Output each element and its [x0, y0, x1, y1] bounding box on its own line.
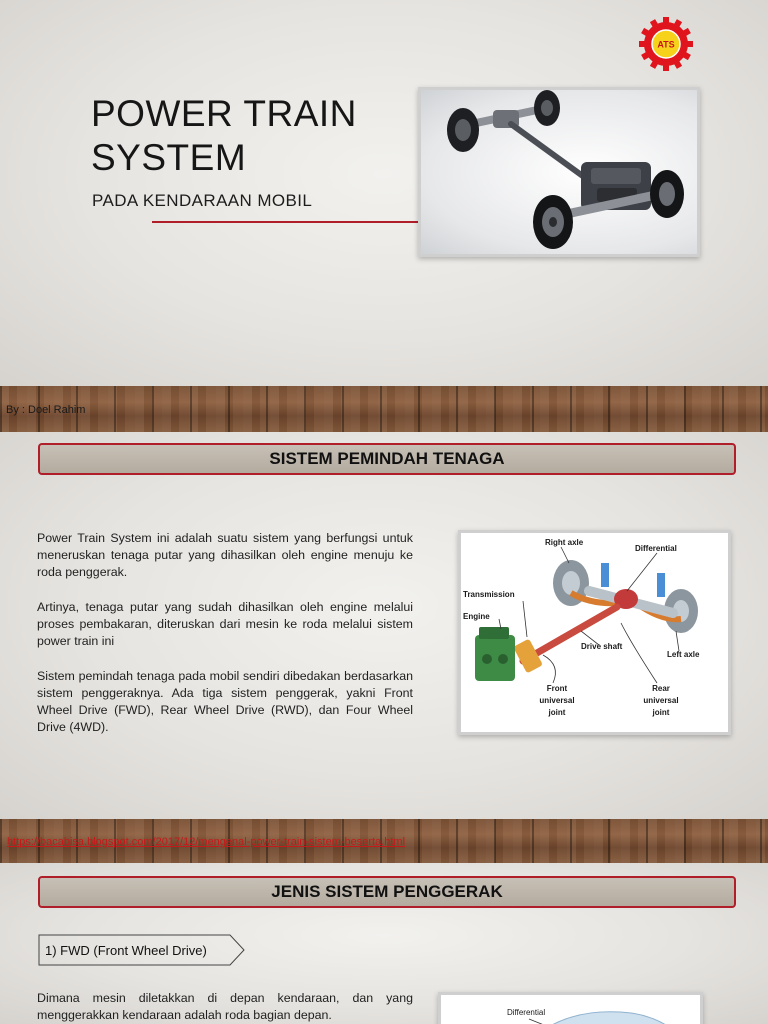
fwd-car-diagram-image [441, 995, 700, 1024]
page-title [91, 92, 357, 180]
label-fwd-differential: Differential [507, 1008, 546, 1017]
label-front-joint-1: Front [546, 684, 568, 693]
fwd-item-label: 1) FWD (Front Wheel Drive) [45, 942, 207, 958]
label-front-joint-2: universal [539, 696, 575, 705]
wood-divider-bottom [0, 819, 768, 863]
label-front-joint-3: joint [548, 708, 566, 717]
label-drive-shaft: Drive shaft [581, 642, 623, 651]
fwd-item-tag [38, 934, 246, 966]
title-line-1: POWER TRAIN [91, 93, 357, 134]
section-heading-sistem-pemindah: SISTEM PEMINDAH TENAGA [38, 443, 736, 475]
fwd-diagram [438, 992, 703, 1024]
author-credit: By : Doel Rahim [6, 404, 86, 416]
paragraph-fwd: Dimana mesin diletakkan di depan kendaraan, dan yang menggerakkan kendaraan adalah roda bagian depan. [37, 991, 413, 1022]
label-left-axle: Left axle [667, 650, 700, 659]
source-link[interactable]: https://bacabisa.blogspot.com/2017/12/mengenal-power-train-sistem-beserta.html [7, 836, 406, 848]
paragraph-meaning: Artinya, tenaga putar yang sudah dihasilkan oleh engine melalui proses pembakaran, diteruskan dari mesin ke roda melalui sistem power train ini [37, 600, 413, 648]
page-subtitle: PADA KENDARAAN MOBIL [92, 191, 313, 210]
paragraph-definition: Power Train System ini adalah suatu sistem yang berfungsi untuk meneruskan tenaga putar yang dihasilkan oleh engine menuju ke roda penggerak. [37, 531, 413, 579]
label-engine: Engine [463, 612, 490, 621]
drivetrain-diagram [458, 530, 731, 735]
wood-divider-top [0, 386, 768, 432]
label-transmission: Transmission [463, 590, 515, 599]
title-line-2: SYSTEM [91, 137, 247, 178]
ats-logo-icon [638, 16, 694, 72]
powertrain-chassis-image [421, 90, 697, 254]
label-rear-joint-1: Rear [652, 684, 670, 693]
title-slide [0, 0, 768, 386]
label-rear-joint-3: joint [652, 708, 670, 717]
label-rear-joint-2: universal [643, 696, 679, 705]
logo-text: ATS [657, 39, 675, 50]
label-differential: Differential [635, 544, 677, 553]
drivetrain-diagram-image [461, 533, 728, 732]
label-right-axle: Right axle [545, 538, 584, 547]
title-divider [152, 221, 418, 223]
powertrain-photo [418, 87, 700, 257]
paragraph-types: Sistem pemindah tenaga pada mobil sendiri dibedakan berdasarkan sistem penggeraknya. Ada tiga sistem penggerak, yakni Front Wheel Drive (FWD), Rear Wheel Drive (RWD), dan Four Wheel Drive (4WD). [37, 669, 413, 734]
section-heading-jenis-penggerak: JENIS SISTEM PENGGERAK [38, 876, 736, 908]
